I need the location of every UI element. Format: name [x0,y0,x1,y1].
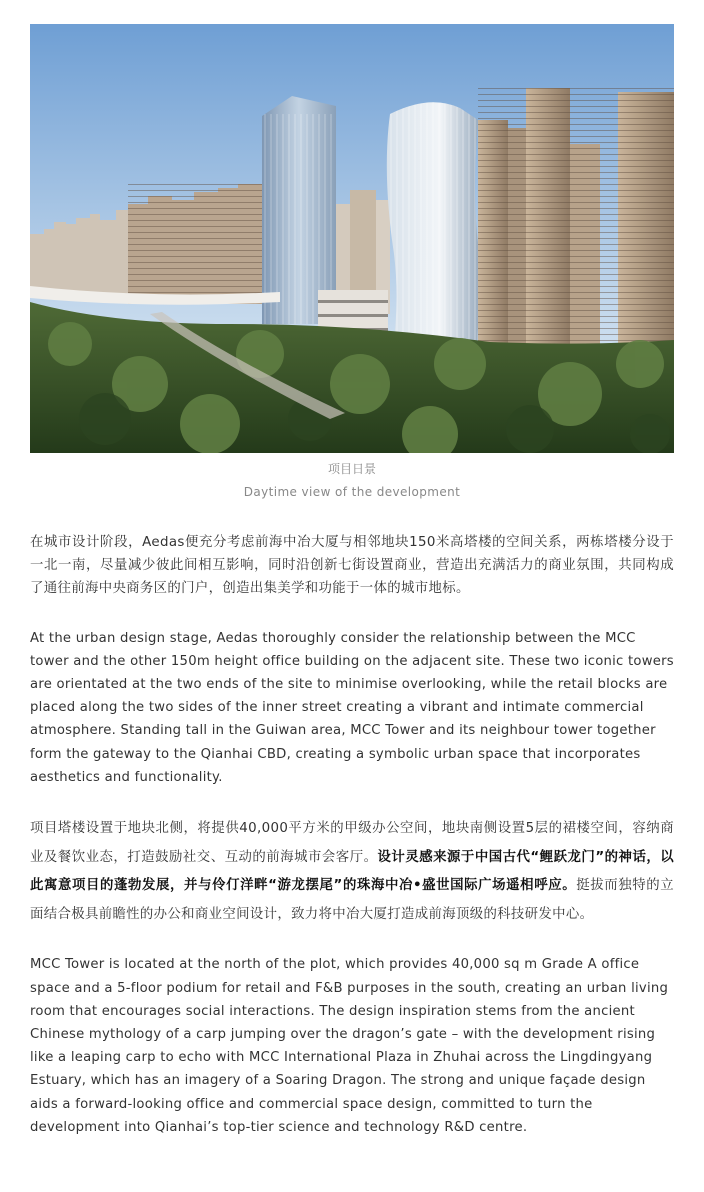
paragraph-tower-en: MCC Tower is located at the north of the plot, which provides 40,000 sq m Grade A office space and a 5-floor podium for retail and F&B purposes in the south, creating an urban living room that encourages social interactions. The design inspiration stems from the ancient Chinese mythology of a carp jumping over the dragon’s gate – with the development rising like a leaping carp to echo with MCC International Plaza in Zhuhai across the Lingdingyang Estuary, which has an imagery of a Soaring Dragon. The strong and unique façade design aids a forward-looking office and commercial space design, committed to turn the development into Qianhai’s top-tier science and technology R&D centre. [30,957,669,1135]
tower-zh-intro: 项目塔楼设置于地块北侧，将提供40,000平方米的甲级办公空间，地块南侧设置5层的裙楼空间，容纳商业及餐饮业态，打造鼓励社交、互动的前海城市会客厅。 [30,821,674,865]
paragraph-urban-design-en: At the urban design stage, Aedas thoroughly consider the relationship between the MCC tower and the other 150m height office building on the adjacent site. These two iconic towers are orientated at the two ends of the site to minimise overlooking, while the retail blocks are placed along the two sides of the inner street creating a vibrant and intimate commercial atmosphere. Standing tall in the Guiwan area, MCC Tower and its neighbour tower together form the gateway to the Qianhai CBD, creating a symbolic urban space that incorporates aesthetics and functionality. [30,630,674,785]
photo-caption-zh: 项目日景 [327,462,376,476]
paragraph-tower-zh [30,815,674,929]
photo-illustration [30,24,674,453]
development-photo [30,24,674,453]
tower-zh-conclusion: 挺拔而独特的立面结合极具前瞻性的办公和商业空间设计，致力将中冶大厦打造成前海顶级的科技研发中心。 [30,878,674,922]
tower-zh-inspiration: 设计灵感来源于中国古代“鲤跃龙门”的神话，以此寓意项目的蓬勃发展，并与伶仃洋畔“游龙摆尾”的珠海中冶•盛世国际广场遥相呼应。 [30,849,674,894]
paragraph-urban-design-zh: 在城市设计阶段，Aedas便充分考虑前海中冶大厦与相邻地块150米高塔楼的空间关系，两栋塔楼分设于一北一南，尽量减少彼此间相互影响，同时沿创新七街设置商业，营造出充满活力的商业氛围，共同构成了通往前海中央商务区的门户，创造出集美学和功能于一体的城市地标。 [30,535,674,597]
photo-caption-en: Daytime view of the development [243,485,461,499]
